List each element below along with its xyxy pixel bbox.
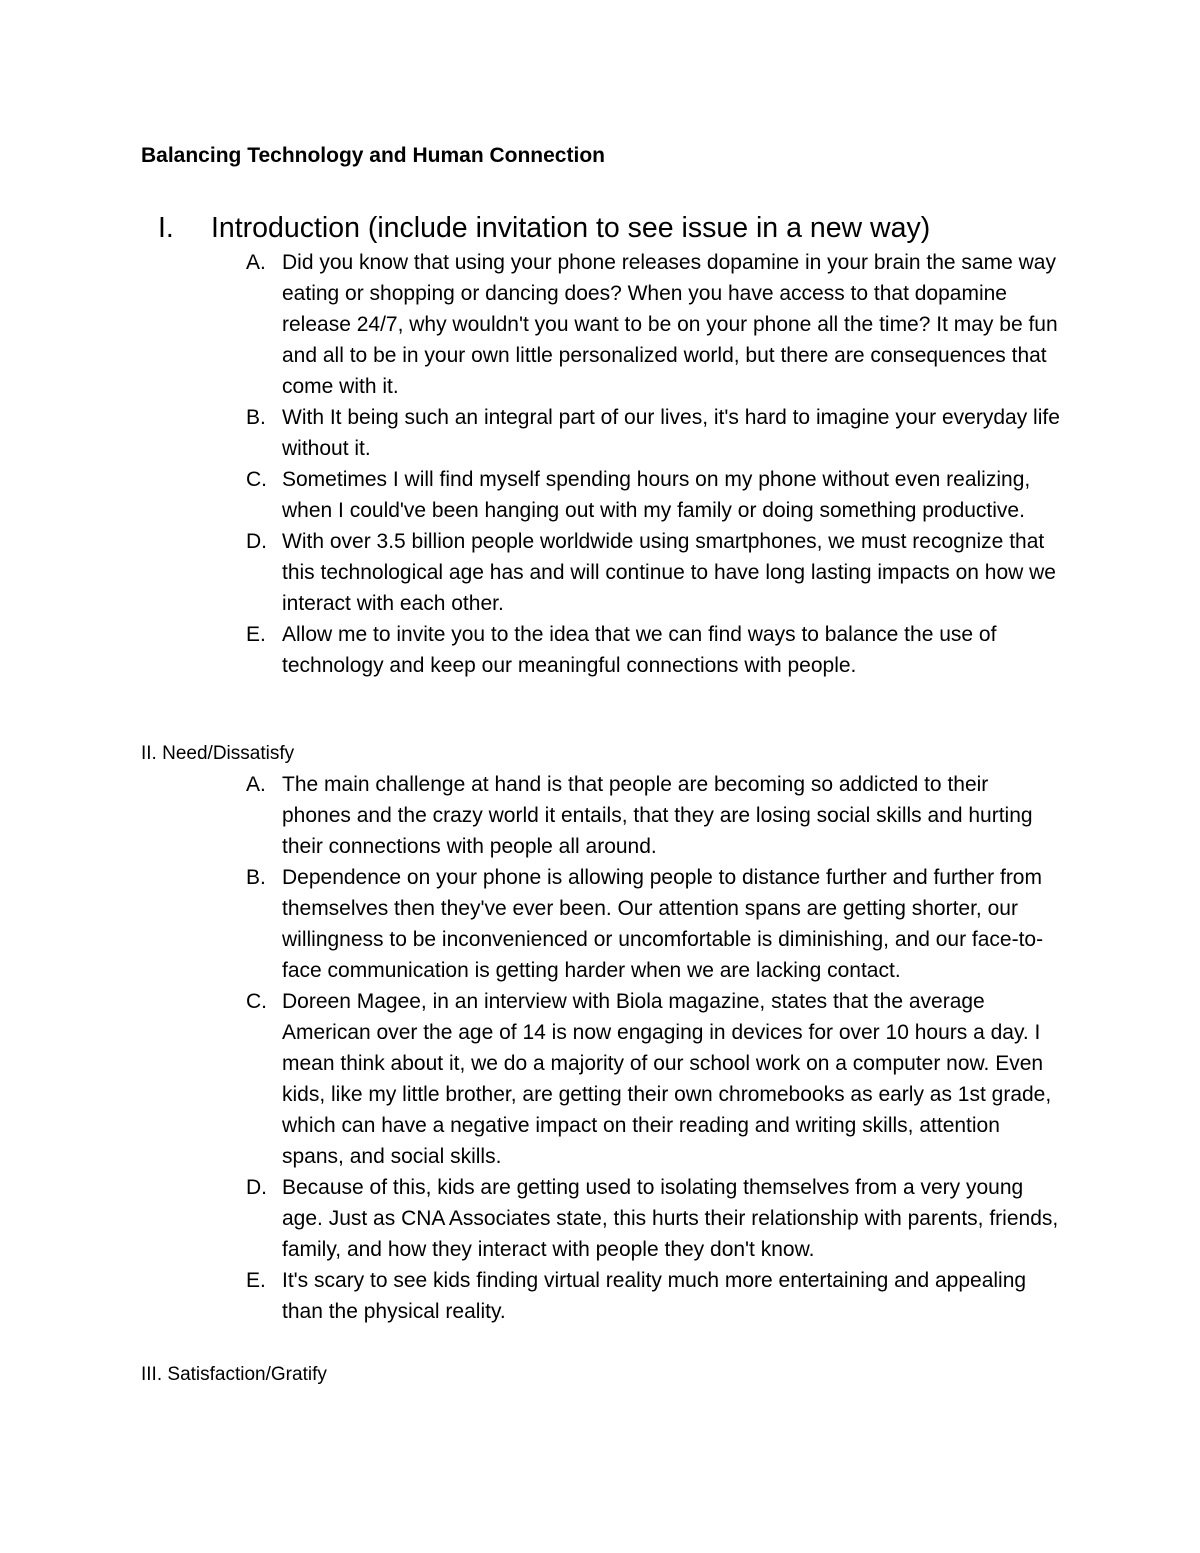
list-item [141,769,1101,862]
section-numeral: I. [158,212,174,244]
list-item [141,862,1101,986]
list-item-text: It's scary to see kids finding virtual reality much more entertaining and appealing than the physical reality. [282,1269,1027,1323]
list-item [141,1172,1101,1265]
list-item [141,464,1101,526]
list-marker: D. [246,1176,267,1199]
list-item-text: Doreen Magee, in an interview with Biola magazine, states that the average American over the age of 14 is now engaging in devices for over 10 hours a day. I mean think about it, we do a majority of our school work on a computer now. Even kids, like my little brother, are getting their own chromebooks as early as 1st grade, which can have a negative impact on their reading and writing skills, attention spans, and social skills. [282,990,1052,1168]
list-item-text: Allow me to invite you to the idea that we can find ways to balance the use of technology and keep our meaningful connections with people. [282,623,997,677]
section-heading: II. Need/Dissatisfy [141,743,295,764]
outline-list [141,247,1101,681]
section-heading: III. Satisfaction/Gratify [141,1364,327,1385]
section-heading-text: Introduction (include invitation to see issue in a new way) [211,212,931,244]
list-marker: C. [246,468,267,491]
section-heading [141,209,1101,247]
list-marker: A. [246,773,266,796]
document-title: Balancing Technology and Human Connection [141,144,605,167]
list-marker: B. [246,406,266,429]
list-marker: E. [246,623,266,646]
list-marker: A. [246,251,266,274]
list-item-text: Sometimes I will find myself spending hours on my phone without even realizing, when I could've been hanging out with my family or doing something productive. [282,468,1031,522]
list-item [141,247,1101,402]
outline-list [141,769,1101,1327]
list-item-text: Dependence on your phone is allowing people to distance further and further from themselves then they've ever been. Our attention spans are getting shorter, our willingness to be inconvenienced or uncomfortable is diminishing, and our face-to-face communication is getting harder when we are lacking contact. [282,866,1044,982]
list-item [141,402,1101,464]
list-marker: C. [246,990,267,1013]
list-item [141,986,1101,1172]
list-item-text: Because of this, kids are getting used to isolating themselves from a very young age. Just as CNA Associates state, this hurts their relationship with parents, friends, family, and how they interact with people they don't know. [282,1176,1059,1261]
list-item [141,619,1101,681]
section-need-dissatisfy [141,739,1101,1327]
list-item [141,1265,1101,1327]
list-marker: E. [246,1269,266,1292]
section-introduction [141,209,1101,681]
list-marker: B. [246,866,266,889]
list-item-text: With It being such an integral part of our lives, it's hard to imagine your everyday life without it. [282,406,1060,460]
list-item [141,526,1101,619]
list-item-text: With over 3.5 billion people worldwide using smartphones, we must recognize that this technological age has and will continue to have long lasting impacts on how we interact with each other. [282,530,1056,615]
list-marker: D. [246,530,267,553]
list-item-text: The main challenge at hand is that people are becoming so addicted to their phones and the crazy world it entails, that they are losing social skills and hurting their connections with people all around. [282,773,1033,858]
list-item-text: Did you know that using your phone releases dopamine in your brain the same way eating or shopping or dancing does? When you have access to that dopamine release 24/7, why wouldn't you want to be on your phone all the time? It may be fun and all to be in your own little personalized world, but there are consequences that come with it. [282,251,1058,398]
section-satisfaction-gratify [141,1360,1101,1390]
